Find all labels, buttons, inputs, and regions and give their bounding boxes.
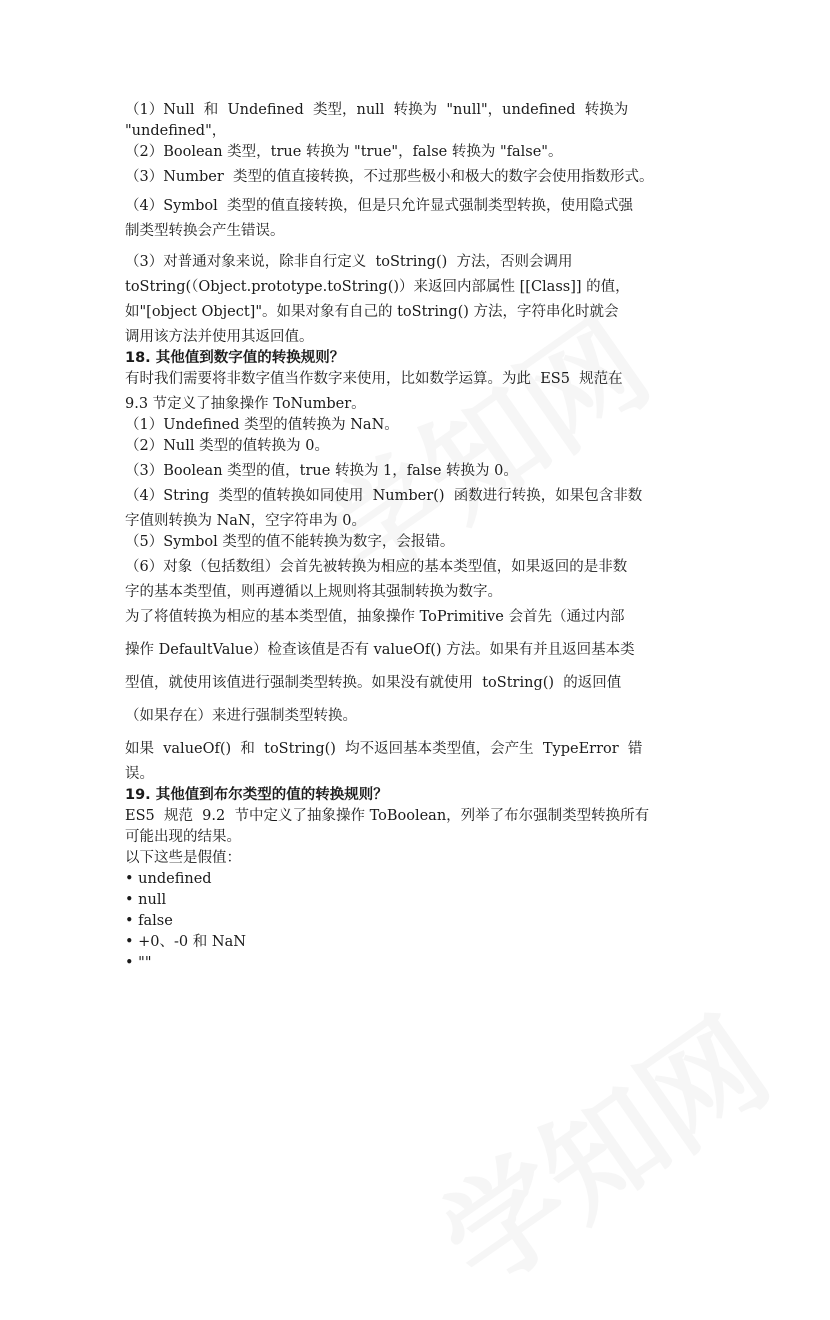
paragraph-line: 调用该方法并使用其返回值。 [125,329,314,345]
bullet-item: • +0、-0 和 NaN [125,934,246,950]
paragraph-line: 型值，就使用该值进行强制类型转换。如果没有就使用 toString() 的返回值 [125,675,622,691]
paragraph-line: （3）对普通对象来说，除非自行定义 toString() 方法，否则会调用 [125,254,573,270]
paragraph-line: 有时我们需要将非数字值当作数字来使用，比如数学运算。为此 ES5 规范在 [125,371,623,387]
paragraph-line: toString(（Object.prototype.toString()）来返回内部属性 [[Class]] 的值， [125,279,630,295]
paragraph-line: 9.3 节定义了抽象操作 ToNumber。 [125,396,366,412]
paragraph-line: （如果存在）来进行强制类型转换。 [125,708,357,724]
list-item: （4）String 类型的值转换如同使用 Number() 函数进行转换，如果包含非数 [125,488,643,504]
section-heading-18: 18. 其他值到数字值的转换规则？ [125,350,345,366]
list-item: 字值则转换为 NaN，空字符串为 0。 [125,513,366,529]
bullet-item: • null [125,892,167,908]
paragraph-line: 误。 [125,766,154,782]
list-item: （5）Symbol 类型的值不能转换为数字，会报错。 [125,534,455,550]
paragraph-line: 为了将值转换为相应的基本类型值，抽象操作 ToPrimitive 会首先（通过内部 [125,609,625,625]
paragraph-line: 如果 valueOf() 和 toString() 均不返回基本类型值，会产生 TypeError 错 [125,741,643,757]
paragraph-line: （3）Number 类型的值直接转换，不过那些极小和极大的数字会使用指数形式。 [125,169,654,185]
section-heading-19: 19. 其他值到布尔类型的值的转换规则？ [125,787,388,803]
paragraph-line: 制类型转换会产生错误。 [125,223,285,239]
paragraph-line: （2）Boolean 类型，true 转换为 "true"，false 转换为 "false"。 [125,144,563,160]
list-item: （1）Undefined 类型的值转换为 NaN。 [125,417,399,433]
paragraph-line: 如"[object Object]"。如果对象有自己的 toString() 方法，字符串化时就会 [125,304,619,320]
list-item: （2）Null 类型的值转换为 0。 [125,438,329,454]
bullet-item: • false [125,913,173,929]
paragraph-line: 以下这些是假值： [125,850,241,866]
document-page [125,100,715,974]
bullet-item: • undefined [125,871,212,887]
list-item: 字的基本类型值，则再遵循以上规则将其强制转换为数字。 [125,584,502,600]
paragraph-line: ES5 规范 9.2 节中定义了抽象操作 ToBoolean，列举了布尔强制类型转换所有 [125,808,650,824]
paragraph-line: 操作 DefaultValue）检查该值是否有 valueOf() 方法。如果有并且返回基本类 [125,642,635,658]
list-item: （3）Boolean 类型的值，true 转换为 1，false 转换为 0。 [125,463,518,479]
paragraph-line: （1）Null 和 Undefined 类型，null 转换为 "null"，undefined 转换为 [125,102,629,118]
bullet-item: • "" [125,955,152,971]
paragraph-line: 可能出现的结果。 [125,829,241,845]
watermark-lower [403,972,797,1319]
list-item: （6）对象（包括数组）会首先被转换为相应的基本类型值，如果返回的是非数 [125,559,628,575]
paragraph-line: "undefined"， [125,123,227,139]
paragraph-line: （4）Symbol 类型的值直接转换，但是只允许显式强制类型转换，使用隐式强 [125,198,633,214]
